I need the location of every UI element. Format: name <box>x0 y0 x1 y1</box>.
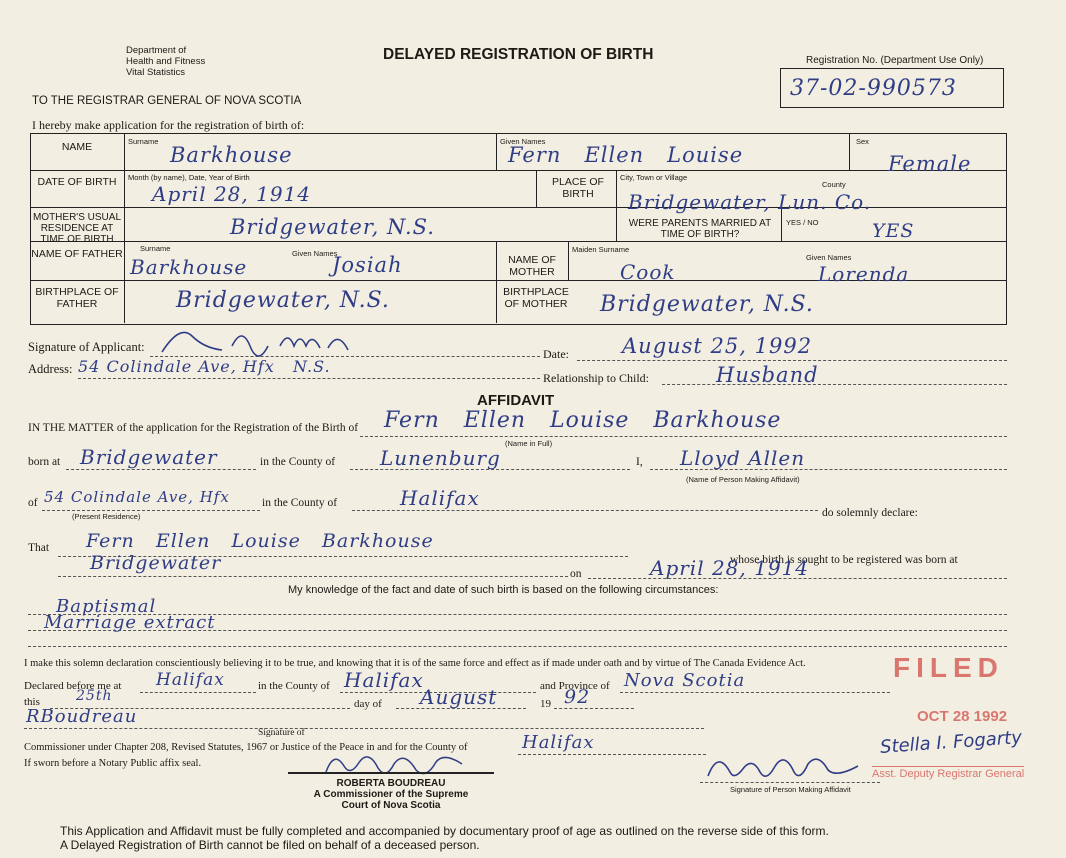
notary-text: If sworn before a Notary Public affix seal. <box>24 758 202 769</box>
relationship-label: Relationship to Child: <box>543 371 650 385</box>
intro-text: I hereby make application for the registration of birth of: <box>32 118 305 132</box>
father-given-label: Given Names <box>292 249 338 258</box>
footer-line-1: This Application and Affidavit must be fully completed and accompanied by documentary proof of age as outlined on the reverse side of this form. <box>60 824 829 838</box>
applicant-signature <box>150 322 380 360</box>
given-names-label: Given Names <box>500 137 546 146</box>
stamp-name: ROBERTA BOUDREAU <box>336 778 446 789</box>
commissioner-text: Commissioner under Chapter 208, Revised Statutes, 1967 or Justice of the Peace in and for the County of <box>24 742 468 753</box>
commissioner-stamp-rule <box>288 772 494 774</box>
commissioner-county-value: Halifax <box>522 732 595 753</box>
person-signature-label: Signature of Person Making Affidavit <box>730 785 851 794</box>
mother-maiden-value: Cook <box>620 260 676 284</box>
filed-stamp: FILED <box>893 652 1004 683</box>
father-birthplace-value: Bridgewater, N.S. <box>176 288 390 313</box>
footer-line-2: A Delayed Registration of Birth cannot be filed on behalf of a deceased person. <box>60 838 480 852</box>
on-label: on <box>570 568 582 580</box>
mother-birthplace-value: Bridgewater, N.S. <box>600 292 814 317</box>
born-county-label: in the County of <box>260 456 336 468</box>
footer-notice <box>60 824 829 852</box>
sought-text: whose birth is sought to be registered was born at <box>730 554 958 566</box>
pob-label: PLACE OF BIRTH <box>552 176 604 200</box>
born-place2-value: Bridgewater <box>90 552 222 574</box>
address-label: Address: <box>28 362 73 376</box>
declared-county-value: Halifax <box>344 668 424 692</box>
declarant-signature <box>700 748 880 784</box>
address-value: 54 Colindale Ave, Hfx N.S. <box>78 357 331 376</box>
that-name-value: Fern Ellen Louise Barkhouse <box>86 530 434 552</box>
declarant-name-value: Lloyd Allen <box>680 446 806 470</box>
applicant-signature-label: Signature of Applicant: <box>28 340 145 354</box>
mother-given-value: Lorenda <box>818 262 910 286</box>
sex-value: Female <box>888 152 972 176</box>
surname-value: Barkhouse <box>170 143 293 167</box>
mother-given-label: Given Names <box>806 253 852 262</box>
date-value: August 25, 1992 <box>622 334 813 358</box>
dob-label: DATE OF BIRTH <box>37 176 117 188</box>
residence-county-label: in the County of <box>262 497 338 509</box>
stamp-line-2: A Commissioner of the Supreme <box>313 789 469 800</box>
year-value: 92 <box>564 686 591 708</box>
signature-of-label: Signature of <box>258 728 305 738</box>
knowledge-text: My knowledge of the fact and date of such birth is based on the following circumstances: <box>288 584 719 596</box>
stamp-signature-scribble <box>316 746 476 780</box>
dept-line-2: Health and Fitness <box>126 56 206 67</box>
residence-value: 54 Colindale Ave, Hfx <box>44 488 230 506</box>
declared-value: Halifax <box>156 670 225 690</box>
declare-text: do solemnly declare: <box>822 507 918 519</box>
province-value: Nova Scotia <box>624 670 746 691</box>
commissioner-stamp <box>288 778 494 811</box>
declared-label: Declared before me at <box>24 680 122 692</box>
city-label: City, Town or Village <box>620 173 688 182</box>
relationship-value: Husband <box>716 363 819 387</box>
this-label: this <box>24 696 40 708</box>
born-at-value: Bridgewater <box>80 445 218 469</box>
father-name-label: NAME OF FATHER <box>31 248 123 260</box>
addressee: TO THE REGISTRAR GENERAL OF NOVA SCOTIA <box>32 95 302 107</box>
yes-no-label: YES / NO <box>786 218 819 227</box>
circumstance-1: Baptismal <box>56 596 157 617</box>
parents-married-label: WERE PARENTS MARRIED AT TIME OF BIRTH? <box>628 218 772 240</box>
dob-hint: Month (by name), Date, Year of Birth <box>128 173 250 182</box>
residence-hint: (Present Residence) <box>72 512 141 521</box>
maiden-surname-label: Maiden Surname <box>572 245 630 254</box>
name-in-full-hint: (Name in Full) <box>505 439 553 448</box>
that-label: That <box>28 542 50 554</box>
circumstance-2: Marriage extract <box>44 612 216 633</box>
county-label: County <box>822 180 846 189</box>
given-names-value: Fern Ellen Louise <box>508 143 744 167</box>
pob-value: Bridgewater, Lun. Co. <box>628 190 872 214</box>
mother-birthplace-label: BIRTHPLACE OF MOTHER <box>503 286 569 310</box>
dept-line-1: Department of <box>126 45 187 56</box>
person-hint: (Name of Person Making Affidavit) <box>686 475 800 484</box>
father-surname-label: Surname <box>140 244 171 253</box>
father-given-value: Josiah <box>332 253 403 277</box>
declared-county-label: in the County of <box>258 680 330 692</box>
child-name-value: Fern Ellen Louise Barkhouse <box>384 408 782 433</box>
father-surname-value: Barkhouse <box>130 255 248 279</box>
reg-no-label: Registration No. (Department Use Only) <box>806 55 984 66</box>
parents-married-value: YES <box>872 220 915 242</box>
name-label: NAME <box>61 141 93 153</box>
department-block <box>126 45 205 78</box>
on-date-value: April 28, 1914 <box>650 556 810 580</box>
reg-no-value: 37-02-990573 <box>790 76 957 101</box>
dob-value: April 28, 1914 <box>152 182 312 206</box>
this-day-value: 25th <box>76 688 113 704</box>
dept-line-3: Vital Statistics <box>126 67 185 78</box>
commissioner-signature: RBoudreau <box>26 706 138 727</box>
solemn-text: I make this solemn declaration conscientiously believing it to be true, and knowing that it is of the same force and effect as if made under oath and by virtue of The Canada Evidence Act. <box>24 658 806 669</box>
father-birthplace-label: BIRTHPLACE OF FATHER <box>35 286 119 310</box>
residence-of-label: of <box>28 497 38 509</box>
year-prefix: 19 <box>540 698 551 710</box>
stamp-line-3: Court of Nova Scotia <box>341 800 441 811</box>
mother-name-label: NAME OF MOTHER <box>508 254 556 278</box>
born-county-value: Lunenburg <box>380 446 501 470</box>
day-of-value: August <box>420 685 498 709</box>
province-label: and Province of <box>540 680 610 692</box>
form-title: DELAYED REGISTRATION OF BIRTH <box>383 46 654 63</box>
surname-label: Surname <box>128 137 159 146</box>
residence-county-value: Halifax <box>400 486 480 510</box>
born-at-label: born at <box>28 456 61 468</box>
declarant-i-label: I, <box>636 456 643 468</box>
registrar-signature: Stella I. Fogarty <box>879 727 1023 758</box>
mother-residence-value: Bridgewater, N.S. <box>230 215 435 239</box>
mother-residence-label: MOTHER'S USUAL RESIDENCE AT TIME OF BIRTH <box>32 212 122 245</box>
day-of-label: day of <box>354 698 382 710</box>
matter-text: IN THE MATTER of the application for the Registration of the Birth of <box>28 422 359 434</box>
date-label: Date: <box>543 347 569 361</box>
affidavit-title: AFFIDAVIT <box>477 392 555 409</box>
registrar-title: Asst. Deputy Registrar General <box>872 768 1025 780</box>
sex-label: Sex <box>856 137 869 146</box>
filed-date-stamp: OCT 28 1992 <box>917 708 1008 725</box>
